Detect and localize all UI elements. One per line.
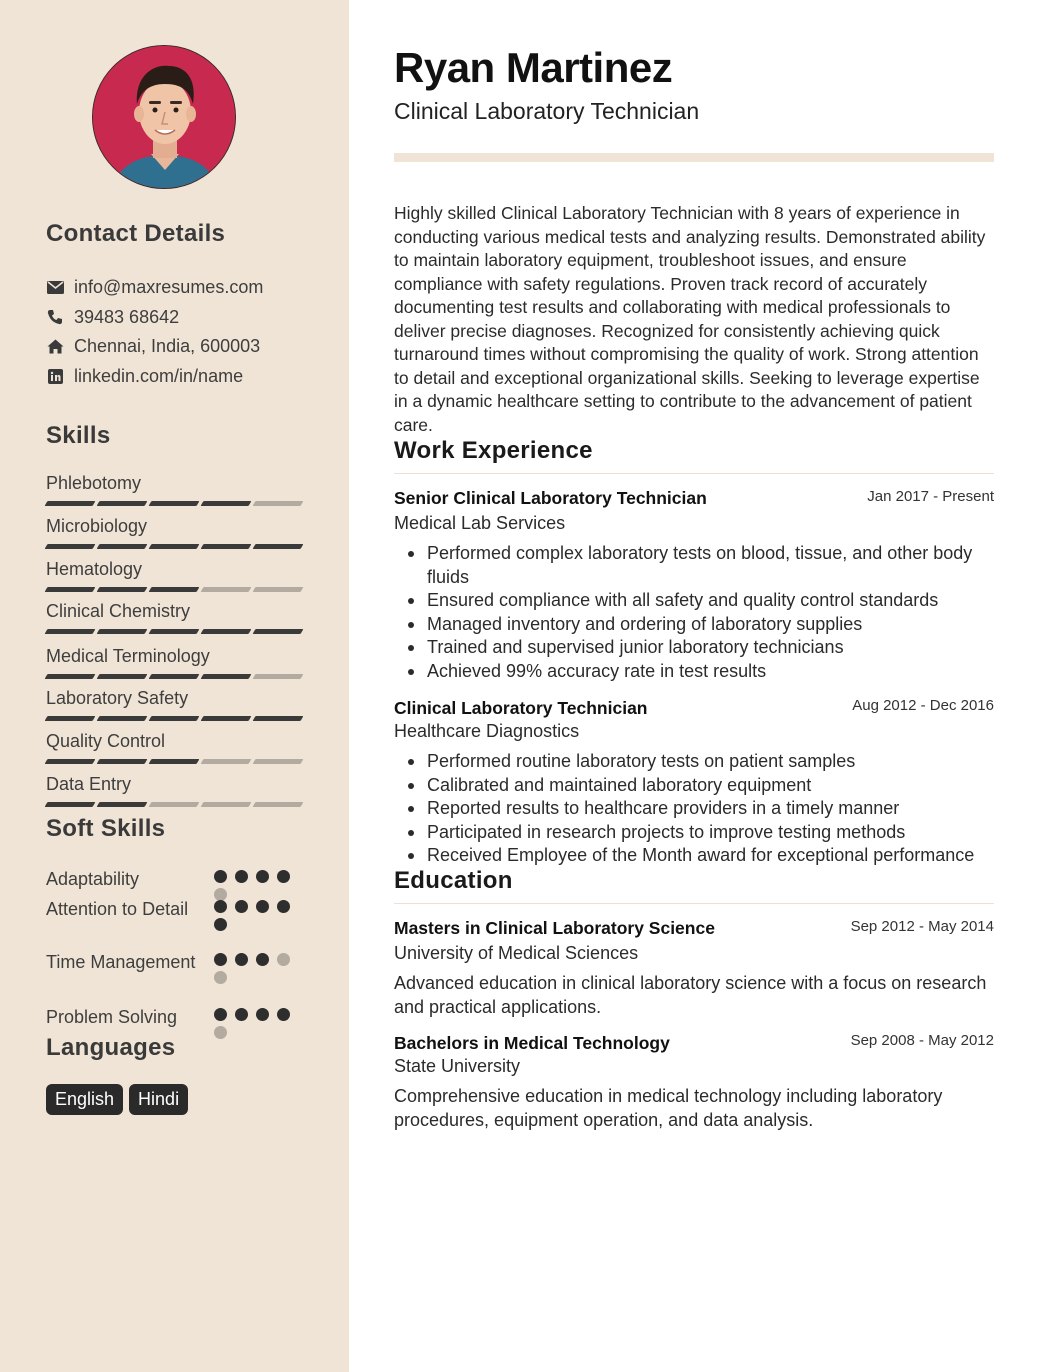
skill-level-bar bbox=[46, 629, 302, 635]
job-dates: Jan 2017 - Present bbox=[867, 488, 994, 505]
job-bullets bbox=[394, 542, 994, 683]
skill-name: Microbiology bbox=[46, 516, 148, 536]
soft-skill-item bbox=[46, 898, 306, 921]
degree-dates: Sep 2012 - May 2014 bbox=[850, 918, 994, 935]
rating-dot bbox=[214, 971, 227, 984]
education-divider bbox=[394, 903, 994, 904]
job-bullet: Participated in research projects to improve testing methods bbox=[394, 821, 994, 845]
degree-title: Masters in Clinical Laboratory Science bbox=[394, 918, 715, 938]
skill-level-segment bbox=[45, 674, 96, 679]
degree-title: Bachelors in Medical Technology bbox=[394, 1033, 670, 1053]
rating-dot bbox=[256, 953, 269, 966]
soft-skill-name: Time Management bbox=[46, 952, 196, 972]
skill-level-segment bbox=[45, 629, 96, 634]
skill-level-segment bbox=[253, 674, 304, 679]
languages-heading: Languages bbox=[46, 1034, 176, 1061]
skill-level-segment bbox=[45, 587, 96, 592]
skill-level-segment bbox=[45, 716, 96, 721]
skill-level-bar bbox=[46, 587, 302, 593]
job-company: Healthcare Diagnostics bbox=[394, 721, 580, 741]
rating-dot bbox=[214, 1008, 227, 1021]
job-title: Senior Clinical Laboratory Technician bbox=[394, 488, 707, 508]
skill-level-segment bbox=[149, 544, 200, 549]
skill-level-segment bbox=[253, 501, 304, 506]
skill-level-segment bbox=[149, 802, 200, 807]
skill-level-segment bbox=[97, 759, 148, 764]
summary-text: Highly skilled Clinical Laboratory Technician with 8 years of experience in conducting various medical tests and analyzing results. Demonstrated ability to maintain laboratory equipment, troubleshoot issues, and ensure compliance with safety regulations. Proven track record of accurately documenting test results and collaborating with medical professionals to deliver precise diagnoses. Recognized for consistently achieving quick turnaround times without compromising the quality of work. Strong attention to detail and exceptional organizational skills. Seeking to leverage expertise in a dynamic healthcare setting to contribute to the advancement of patient care. bbox=[394, 203, 986, 435]
rating-dot bbox=[235, 1008, 248, 1021]
rating-dot bbox=[256, 900, 269, 913]
skill-item bbox=[46, 516, 302, 537]
candidate-title: Clinical Laboratory Technician bbox=[394, 98, 700, 124]
rating-dot bbox=[214, 1026, 227, 1039]
skill-level-segment bbox=[45, 759, 96, 764]
soft-skill-rating bbox=[214, 900, 290, 931]
work-divider bbox=[394, 473, 994, 474]
job-bullet: Received Employee of the Month award for exceptional performance bbox=[394, 844, 994, 868]
job-company: Medical Lab Services bbox=[394, 513, 566, 533]
skill-level-segment bbox=[97, 674, 148, 679]
job-bullet: Ensured compliance with all safety and quality control standards bbox=[394, 589, 994, 613]
skill-level-segment bbox=[253, 544, 304, 549]
phone-icon bbox=[46, 308, 64, 326]
skill-level-bar bbox=[46, 544, 302, 550]
header-divider bbox=[394, 153, 994, 162]
soft-skill-item bbox=[46, 868, 306, 891]
contact-phone[interactable] bbox=[46, 305, 179, 329]
job-bullet: Performed routine laboratory tests on patient samples bbox=[394, 750, 994, 774]
rating-dot bbox=[277, 953, 290, 966]
job-dates: Aug 2012 - Dec 2016 bbox=[852, 697, 994, 714]
soft-skill-name: Problem Solving bbox=[46, 1007, 178, 1027]
skill-level-segment bbox=[253, 587, 304, 592]
rating-dot bbox=[277, 870, 290, 883]
rating-dot bbox=[214, 953, 227, 966]
contact-address bbox=[46, 334, 260, 358]
skill-level-segment bbox=[201, 802, 252, 807]
degree-description: Comprehensive education in medical technology including laboratory procedures, equipment operation, and data analysis. bbox=[394, 1086, 943, 1130]
skill-level-segment bbox=[149, 501, 200, 506]
rating-dot bbox=[214, 870, 227, 883]
school-name: State University bbox=[394, 1056, 521, 1076]
skill-level-segment bbox=[45, 544, 96, 549]
skill-level-segment bbox=[253, 629, 304, 634]
rating-dot bbox=[256, 1008, 269, 1021]
rating-dot bbox=[277, 1008, 290, 1021]
candidate-name: Ryan Martinez bbox=[394, 44, 673, 91]
job-bullet: Reported results to healthcare providers in a timely manner bbox=[394, 797, 994, 821]
skill-level-segment bbox=[45, 802, 96, 807]
work-heading: Work Experience bbox=[394, 437, 593, 464]
skill-level-segment bbox=[97, 716, 148, 721]
soft-skill-rating bbox=[214, 953, 290, 984]
skill-level-bar bbox=[46, 674, 302, 680]
degree-description: Advanced education in clinical laboratory science with a focus on research and practical applications. bbox=[394, 973, 987, 1017]
skill-level-segment bbox=[253, 802, 304, 807]
linkedin-icon bbox=[46, 367, 64, 385]
skill-level-segment bbox=[201, 716, 252, 721]
skill-name: Phlebotomy bbox=[46, 473, 142, 493]
job-bullet: Achieved 99% accuracy rate in test results bbox=[394, 660, 994, 684]
skill-name: Quality Control bbox=[46, 731, 166, 751]
skill-level-segment bbox=[149, 629, 200, 634]
skill-level-segment bbox=[149, 587, 200, 592]
skill-level-segment bbox=[149, 716, 200, 721]
skills-heading: Skills bbox=[46, 422, 111, 449]
soft-skill-name: Attention to Detail bbox=[46, 899, 189, 919]
skill-level-bar bbox=[46, 716, 302, 722]
education-heading: Education bbox=[394, 867, 513, 894]
soft-skill-item bbox=[46, 1006, 306, 1029]
skill-level-segment bbox=[149, 674, 200, 679]
skill-item bbox=[46, 731, 302, 752]
skill-item bbox=[46, 601, 302, 622]
skill-level-segment bbox=[97, 587, 148, 592]
envelope-icon bbox=[46, 278, 64, 296]
rating-dot bbox=[235, 900, 248, 913]
languages-list bbox=[46, 1084, 188, 1115]
skill-name: Laboratory Safety bbox=[46, 688, 189, 708]
skill-item bbox=[46, 688, 302, 709]
contact-email[interactable] bbox=[46, 275, 263, 299]
skill-item bbox=[46, 646, 302, 667]
degree-dates: Sep 2008 - May 2012 bbox=[850, 1032, 994, 1049]
skill-level-segment bbox=[253, 716, 304, 721]
rating-dot bbox=[214, 900, 227, 913]
rating-dot bbox=[256, 870, 269, 883]
soft-skill-item bbox=[46, 951, 306, 974]
job-bullet: Performed complex laboratory tests on blood, tissue, and other body fluids bbox=[394, 542, 994, 589]
soft-skill-rating bbox=[214, 870, 290, 901]
skill-level-segment bbox=[201, 674, 252, 679]
skill-level-bar bbox=[46, 501, 302, 507]
skill-level-segment bbox=[97, 501, 148, 506]
home-icon bbox=[46, 337, 64, 355]
skill-level-segment bbox=[97, 629, 148, 634]
skill-level-bar bbox=[46, 802, 302, 808]
contact-linkedin-text: linkedin.com/in/name bbox=[74, 365, 244, 386]
contact-heading: Contact Details bbox=[46, 220, 226, 247]
contact-address-text: Chennai, India, 600003 bbox=[74, 335, 261, 356]
job-bullets bbox=[394, 750, 994, 868]
skill-level-segment bbox=[201, 759, 252, 764]
soft-skill-name: Adaptability bbox=[46, 869, 140, 889]
contact-email-text: info@maxresumes.com bbox=[74, 276, 264, 297]
avatar bbox=[92, 45, 236, 189]
skill-level-segment bbox=[201, 587, 252, 592]
soft-skill-rating bbox=[214, 1008, 290, 1039]
contact-linkedin[interactable] bbox=[46, 364, 243, 388]
sidebar bbox=[0, 0, 349, 1372]
skill-level-segment bbox=[201, 501, 252, 506]
skill-name: Medical Terminology bbox=[46, 646, 210, 666]
rating-dot bbox=[277, 900, 290, 913]
skill-item bbox=[46, 559, 302, 580]
rating-dot bbox=[214, 918, 227, 931]
skill-item bbox=[46, 473, 302, 494]
language-badge: Hindi bbox=[129, 1084, 188, 1115]
skill-name: Data Entry bbox=[46, 774, 132, 794]
skill-level-segment bbox=[97, 544, 148, 549]
rating-dot bbox=[235, 953, 248, 966]
language-badge: English bbox=[46, 1084, 123, 1115]
skill-level-segment bbox=[201, 544, 252, 549]
contact-phone-text: 39483 68642 bbox=[74, 306, 180, 327]
skill-level-segment bbox=[97, 802, 148, 807]
soft-skills-heading: Soft Skills bbox=[46, 815, 166, 842]
skill-level-segment bbox=[253, 759, 304, 764]
school-name: University of Medical Sciences bbox=[394, 943, 639, 963]
skill-item bbox=[46, 774, 302, 795]
rating-dot bbox=[235, 870, 248, 883]
job-bullet: Managed inventory and ordering of laboratory supplies bbox=[394, 613, 994, 637]
job-bullet: Trained and supervised junior laboratory technicians bbox=[394, 636, 994, 660]
skill-level-segment bbox=[45, 501, 96, 506]
skill-name: Hematology bbox=[46, 559, 143, 579]
skill-level-segment bbox=[149, 759, 200, 764]
profile-photo bbox=[93, 46, 236, 189]
job-bullet: Calibrated and maintained laboratory equipment bbox=[394, 774, 994, 798]
job-title: Clinical Laboratory Technician bbox=[394, 698, 648, 718]
skill-level-bar bbox=[46, 759, 302, 765]
skill-level-segment bbox=[201, 629, 252, 634]
skill-name: Clinical Chemistry bbox=[46, 601, 191, 621]
